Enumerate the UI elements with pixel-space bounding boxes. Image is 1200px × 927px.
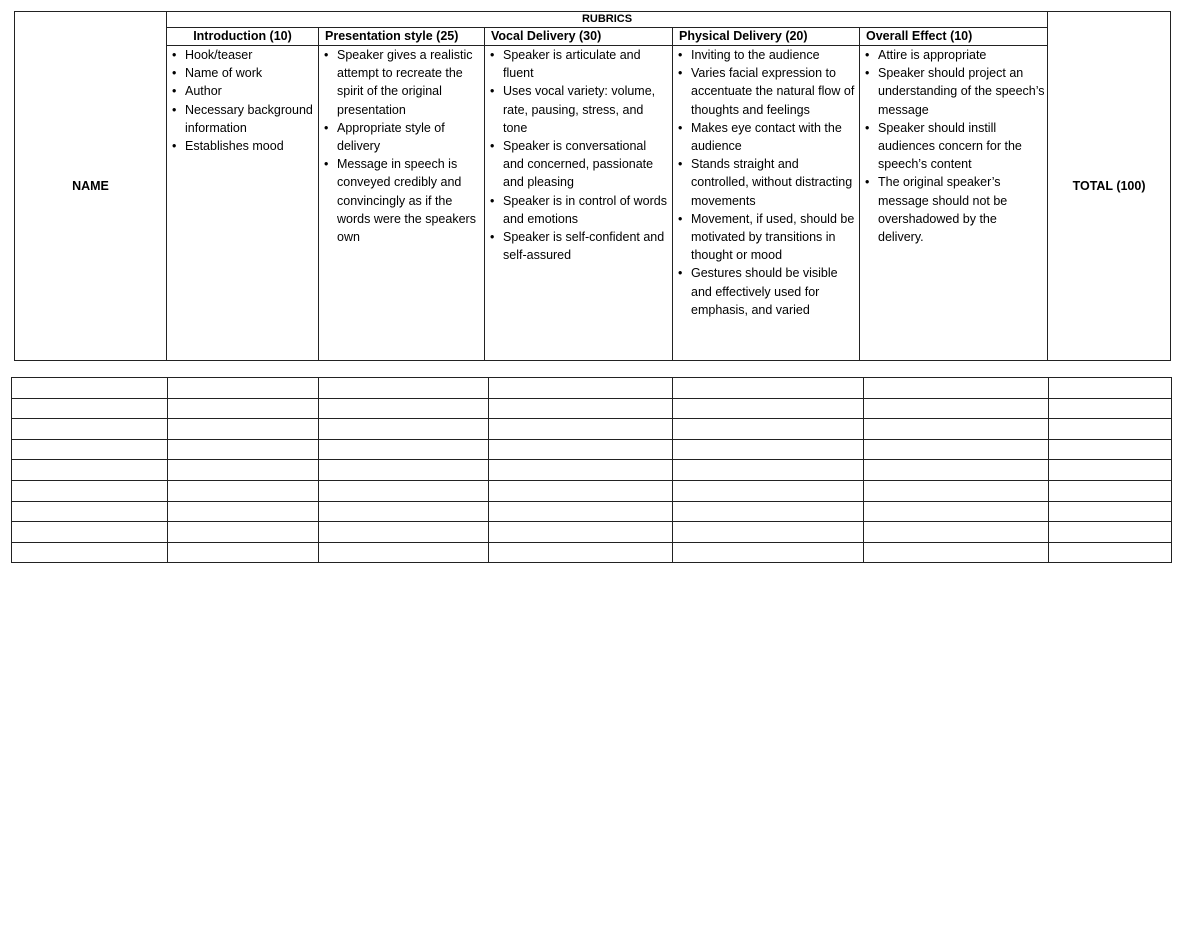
criterion-item (321, 119, 482, 155)
criterion-item (862, 173, 1045, 246)
criterion-item (675, 46, 857, 64)
score-cell[interactable] (489, 522, 673, 543)
criterion-heading-overall-effect: Overall Effect (10) (860, 28, 1048, 46)
score-cell[interactable] (673, 480, 864, 501)
score-cell[interactable] (319, 480, 489, 501)
criterion-item (675, 210, 857, 265)
criterion-item (487, 82, 670, 137)
bullet-icon: • (172, 84, 177, 99)
criterion-item-text: Establishes mood (185, 139, 284, 154)
score-cell[interactable] (673, 522, 864, 543)
score-cell[interactable] (673, 542, 864, 563)
score-cell[interactable] (12, 419, 168, 440)
score-row (12, 501, 1172, 522)
bullet-icon: • (678, 266, 683, 281)
criterion-item (675, 155, 857, 210)
score-cell[interactable] (489, 378, 673, 399)
score-cell[interactable] (168, 460, 319, 481)
score-cell[interactable] (864, 398, 1049, 419)
score-cell[interactable] (673, 501, 864, 522)
score-cell[interactable] (1049, 480, 1172, 501)
criterion-heading-physical-delivery: Physical Delivery (20) (673, 28, 860, 46)
criterion-item (169, 101, 316, 137)
criterion-item-text: Movement, if used, should be motivated by transitions in thought or mood (691, 211, 855, 263)
score-cell[interactable] (864, 460, 1049, 481)
score-cell[interactable] (489, 419, 673, 440)
score-row (12, 460, 1172, 481)
score-cell[interactable] (1049, 419, 1172, 440)
score-cell[interactable] (168, 419, 319, 440)
criterion-list (321, 46, 482, 246)
criterion-list (862, 46, 1045, 246)
score-cell[interactable] (673, 439, 864, 460)
criterion-item-text: Hook/teaser (185, 48, 253, 62)
criterion-body-physical-delivery (673, 46, 860, 361)
criterion-item-text: Message in speech is conveyed credibly and convincingly as if the words were the speakers own (337, 157, 476, 245)
score-row (12, 398, 1172, 419)
criterion-item-text: Speaker should project an understanding of the speech’s message (878, 66, 1045, 117)
bullet-icon: • (172, 66, 177, 81)
bullet-icon: • (490, 139, 495, 154)
criterion-heading-vocal-delivery: Vocal Delivery (30) (485, 28, 673, 46)
score-cell[interactable] (1049, 460, 1172, 481)
criterion-item-text: Speaker gives a realistic attempt to recreate the spirit of the original presentation (337, 48, 473, 117)
score-cell[interactable] (168, 522, 319, 543)
score-cell[interactable] (864, 501, 1049, 522)
bullet-icon: • (678, 66, 683, 81)
score-cell[interactable] (319, 522, 489, 543)
criterion-item-text: Speaker is conversational and concerned, passionate and pleasing (503, 139, 654, 190)
criterion-item (675, 119, 857, 155)
rubrics-title: RUBRICS (167, 12, 1048, 28)
criterion-list (675, 46, 857, 319)
criterion-item (169, 82, 316, 100)
score-cell[interactable] (319, 501, 489, 522)
criterion-heading-presentation-style: Presentation style (25) (319, 28, 485, 46)
criterion-item-text: Gestures should be visible and effectively used for emphasis, and varied (691, 266, 838, 317)
criterion-heading-introduction: Introduction (10) (167, 28, 319, 46)
bullet-icon: • (678, 157, 683, 172)
bullet-icon: • (865, 48, 870, 62)
criterion-item-text: Speaker should instill audiences concern for the speech’s content (878, 120, 1022, 172)
score-cell[interactable] (319, 378, 489, 399)
criterion-item-text: Uses vocal variety: volume, rate, pausing, stress, and tone (503, 84, 656, 135)
criterion-item (169, 46, 316, 64)
criterion-item-text: Speaker is in control of words and emotions (503, 193, 667, 226)
score-cell[interactable] (673, 398, 864, 419)
score-cell[interactable] (12, 460, 168, 481)
score-table-body (12, 378, 1172, 563)
bullet-icon: • (324, 157, 329, 172)
criterion-item (487, 228, 670, 264)
bullet-icon: • (490, 193, 495, 208)
score-cell[interactable] (673, 419, 864, 440)
score-row (12, 542, 1172, 563)
criterion-item-text: Makes eye contact with the audience (691, 120, 842, 154)
criterion-item-text: Appropriate style of delivery (337, 120, 445, 154)
criterion-item-text: Name of work (185, 66, 263, 81)
score-cell[interactable] (12, 542, 168, 563)
bullet-icon: • (490, 230, 495, 245)
bullet-icon: • (678, 211, 683, 226)
criterion-item (169, 137, 316, 155)
score-cell[interactable] (489, 501, 673, 522)
bullet-icon: • (865, 66, 870, 81)
score-cell[interactable] (319, 542, 489, 563)
bullet-icon: • (865, 120, 870, 135)
rubric-table (14, 11, 1171, 361)
score-cell[interactable] (489, 398, 673, 419)
criterion-item (862, 119, 1045, 174)
criterion-list (487, 46, 670, 264)
criterion-item (675, 264, 857, 319)
score-cell[interactable] (319, 460, 489, 481)
score-cell[interactable] (12, 439, 168, 460)
score-cell[interactable] (1049, 398, 1172, 419)
criterion-item-text: Speaker is self-confident and self-assured (503, 230, 665, 263)
score-row (12, 480, 1172, 501)
score-cell[interactable] (12, 398, 168, 419)
criterion-item (487, 192, 670, 228)
score-cell[interactable] (673, 460, 864, 481)
bullet-icon: • (172, 102, 177, 117)
bullet-icon: • (678, 48, 683, 62)
bullet-icon: • (490, 84, 495, 99)
score-cell[interactable] (319, 398, 489, 419)
criterion-item-text: Author (185, 84, 222, 99)
score-cell[interactable] (319, 439, 489, 460)
score-cell[interactable] (864, 378, 1049, 399)
score-cell[interactable] (12, 501, 168, 522)
score-cell[interactable] (1049, 522, 1172, 543)
total-column-header: TOTAL (100) (1048, 12, 1171, 361)
bullet-icon: • (678, 120, 683, 135)
criterion-item (169, 64, 316, 82)
score-row (12, 378, 1172, 399)
score-cell[interactable] (864, 439, 1049, 460)
score-cell[interactable] (12, 522, 168, 543)
score-cell[interactable] (168, 378, 319, 399)
criterion-body-vocal-delivery (485, 46, 673, 361)
score-cell[interactable] (1049, 378, 1172, 399)
criterion-item (675, 64, 857, 119)
bullet-icon: • (865, 175, 870, 190)
score-cell[interactable] (673, 378, 864, 399)
score-cell[interactable] (489, 460, 673, 481)
criterion-item (487, 137, 670, 192)
score-cell[interactable] (319, 419, 489, 440)
bullet-icon: • (490, 48, 495, 62)
score-cell[interactable] (168, 439, 319, 460)
bullet-icon: • (324, 120, 329, 135)
bullet-icon: • (172, 139, 177, 154)
criterion-item (487, 46, 670, 82)
score-cell[interactable] (1049, 542, 1172, 563)
criterion-item-text: The original speaker’s message should not be overshadowed by the delivery. (878, 175, 1008, 245)
score-cell[interactable] (168, 480, 319, 501)
score-cell[interactable] (168, 542, 319, 563)
score-row (12, 419, 1172, 440)
name-column-header: NAME (15, 12, 167, 361)
score-cell[interactable] (489, 542, 673, 563)
criterion-item-text: Attire is appropriate (878, 48, 987, 62)
criterion-list (169, 46, 316, 155)
score-cell[interactable] (168, 501, 319, 522)
score-cell[interactable] (168, 398, 319, 419)
score-cell[interactable] (12, 378, 168, 399)
criterion-item-text: Varies facial expression to accentuate the natural flow of thoughts and feelings (691, 66, 855, 117)
criterion-body-introduction (167, 46, 319, 361)
score-table (11, 377, 1172, 563)
criterion-item-text: Speaker is articulate and fluent (503, 48, 641, 81)
criterion-body-overall-effect (860, 46, 1048, 361)
criterion-item-text: Necessary background information (185, 102, 313, 135)
score-cell[interactable] (864, 419, 1049, 440)
score-cell[interactable] (12, 480, 168, 501)
score-row (12, 439, 1172, 460)
score-cell[interactable] (489, 480, 673, 501)
bullet-icon: • (324, 48, 329, 62)
criterion-item (321, 46, 482, 119)
score-cell[interactable] (489, 439, 673, 460)
criterion-item (862, 46, 1045, 64)
score-cell[interactable] (1049, 501, 1172, 522)
criterion-item (862, 64, 1045, 119)
criterion-item-text: Inviting to the audience (691, 48, 820, 62)
criterion-item (321, 155, 482, 246)
bullet-icon: • (172, 48, 177, 62)
score-cell[interactable] (864, 542, 1049, 563)
score-cell[interactable] (864, 522, 1049, 543)
score-row (12, 522, 1172, 543)
criterion-body-presentation-style (319, 46, 485, 361)
score-cell[interactable] (1049, 439, 1172, 460)
score-cell[interactable] (864, 480, 1049, 501)
criterion-item-text: Stands straight and controlled, without distracting movements (691, 157, 853, 208)
